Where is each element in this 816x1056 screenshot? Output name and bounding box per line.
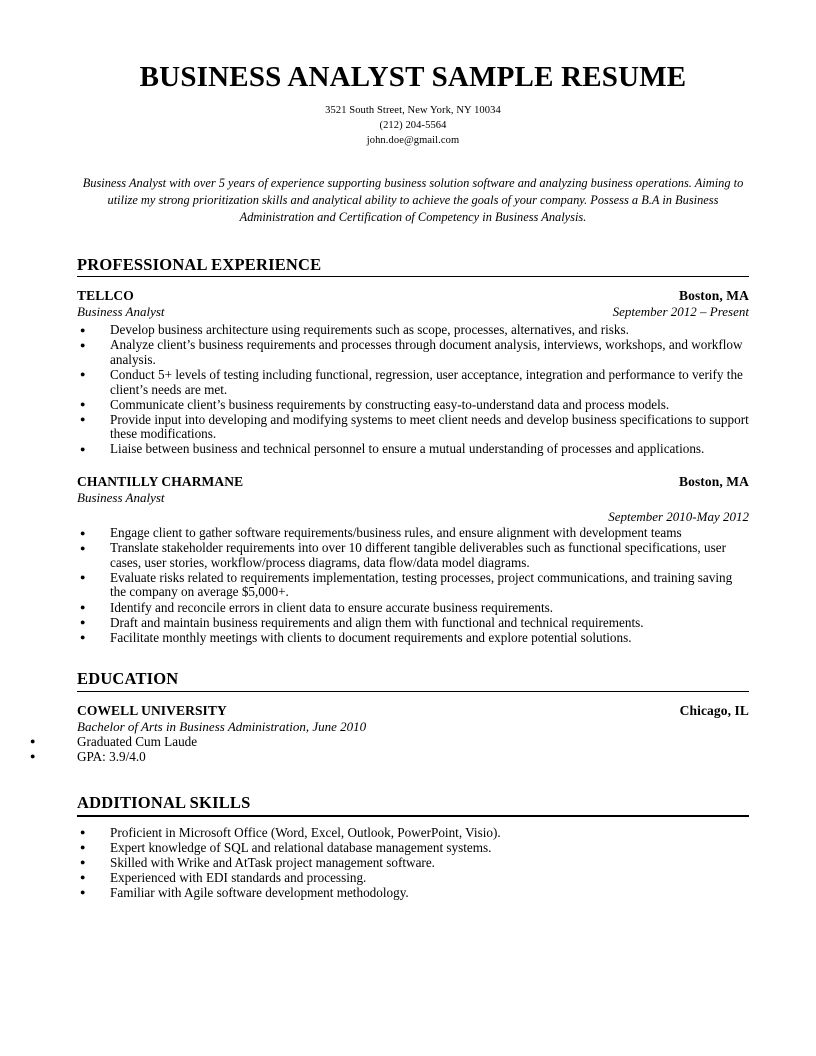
experience-entry (77, 288, 749, 457)
list-item: ● Provide input into developing and modifying systems to meet client needs and develop business specifications to support these modifications. (77, 413, 749, 442)
company-location: Boston, MA (678, 474, 749, 490)
school-name: COWELL UNIVERSITY (77, 702, 227, 718)
section-professional-experience (77, 256, 749, 645)
list-item: ● Facilitate monthly meetings with clients to document requirements and explore potential solutions. (77, 631, 749, 646)
section-heading-education: EDUCATION (77, 669, 179, 689)
experience-bullet-list (77, 526, 749, 645)
education-entry (77, 703, 749, 765)
list-item: ● Graduated Cum Laude (77, 735, 749, 750)
resume-content (77, 0, 749, 901)
experience-entry (77, 474, 749, 645)
contact-phone: (212) 204-5564 (379, 119, 447, 131)
experience-entry-subheader (77, 304, 749, 320)
job-title: Business Analyst (77, 490, 165, 506)
list-item: ● Analyze client’s business requirements and processes through document analysis, interviews, workshops, and workflow analysis. (77, 338, 749, 367)
list-item: ● Proficient in Microsoft Office (Word, Excel, Outlook, PowerPoint, Visio). (77, 826, 749, 841)
company-name: TELLCO (77, 288, 134, 304)
section-heading-experience: PROFESSIONAL EXPERIENCE (77, 254, 322, 274)
list-item: ● Engage client to gather software requirements/business rules, and ensure alignment with development teams (77, 526, 749, 541)
job-title: Business Analyst (77, 304, 165, 320)
experience-bullet-list (77, 323, 749, 457)
degree-line: Bachelor of Arts in Business Administration, June 2010 (77, 718, 367, 734)
job-dates: September 2012 – Present (612, 304, 749, 320)
experience-entry-header (77, 474, 749, 490)
contact-block (77, 103, 749, 148)
list-item: ● Draft and maintain business requirements and align them with functional and technical requirements. (77, 616, 749, 631)
section-divider-experience (77, 276, 749, 277)
section-heading-skills: ADDITIONAL SKILLS (77, 793, 251, 813)
company-name: CHANTILLY CHARMANE (77, 474, 244, 490)
job-dates: September 2010-May 2012 (608, 509, 749, 525)
list-item: ● Evaluate risks related to requirements implementation, testing processes, project communications, and training saving the company on average $5,000+. (77, 571, 749, 600)
list-item: ● Develop business architecture using requirements such as scope, processes, alternatives, and risks. (77, 323, 749, 338)
list-item: ● Liaise between business and technical personnel to ensure a mutual understanding of processes and applications. (77, 442, 749, 457)
summary-statement: Business Analyst with over 5 years of experience supporting business solution software and analyzing business operations. Aiming to utilize my strong prioritization skills and analytical ability to achieve the goals of your company. Possess a B.A in Business Administration and Certification of Competency in Business Analysis. (82, 175, 744, 224)
list-item: ● Communicate client’s business requirements by constructing easy-to-understand data and process models. (77, 398, 749, 413)
list-item: ● Conduct 5+ levels of testing including functional, regression, user acceptance, integration and performance to verify the client’s needs are met. (77, 368, 749, 397)
list-item: ● Experienced with EDI standards and processing. (77, 871, 749, 886)
list-item: ● Identify and reconcile errors in client data to ensure accurate business requirements. (77, 601, 749, 616)
list-item: ● Familiar with Agile software development methodology. (77, 886, 749, 901)
section-education (77, 670, 749, 764)
list-item: ● Skilled with Wrike and AtTask project management software. (77, 856, 749, 871)
list-item: ● GPA: 3.9/4.0 (77, 750, 749, 765)
section-divider-skills (77, 815, 749, 817)
experience-entry-subheader (77, 490, 749, 506)
skills-bullet-list (77, 826, 749, 901)
list-item: ● Translate stakeholder requirements into over 10 different tangible deliverables such as functional specifications, user cases, user stories, workflow/process diagrams, data flow/data model diagrams. (77, 541, 749, 570)
contact-address: 3521 South Street, New York, NY 10034 (325, 104, 501, 116)
education-bullet-list (77, 735, 749, 765)
education-entry-header (77, 703, 749, 719)
page-title: BUSINESS ANALYST SAMPLE RESUME (139, 61, 687, 93)
experience-entry-header (77, 288, 749, 304)
section-additional-skills (77, 794, 749, 900)
school-location: Chicago, IL (679, 702, 749, 718)
company-location: Boston, MA (678, 288, 749, 304)
section-divider-education (77, 691, 749, 692)
contact-email: john.doe@gmail.com (366, 134, 460, 146)
list-item: ● Expert knowledge of SQL and relational database management systems. (77, 841, 749, 856)
